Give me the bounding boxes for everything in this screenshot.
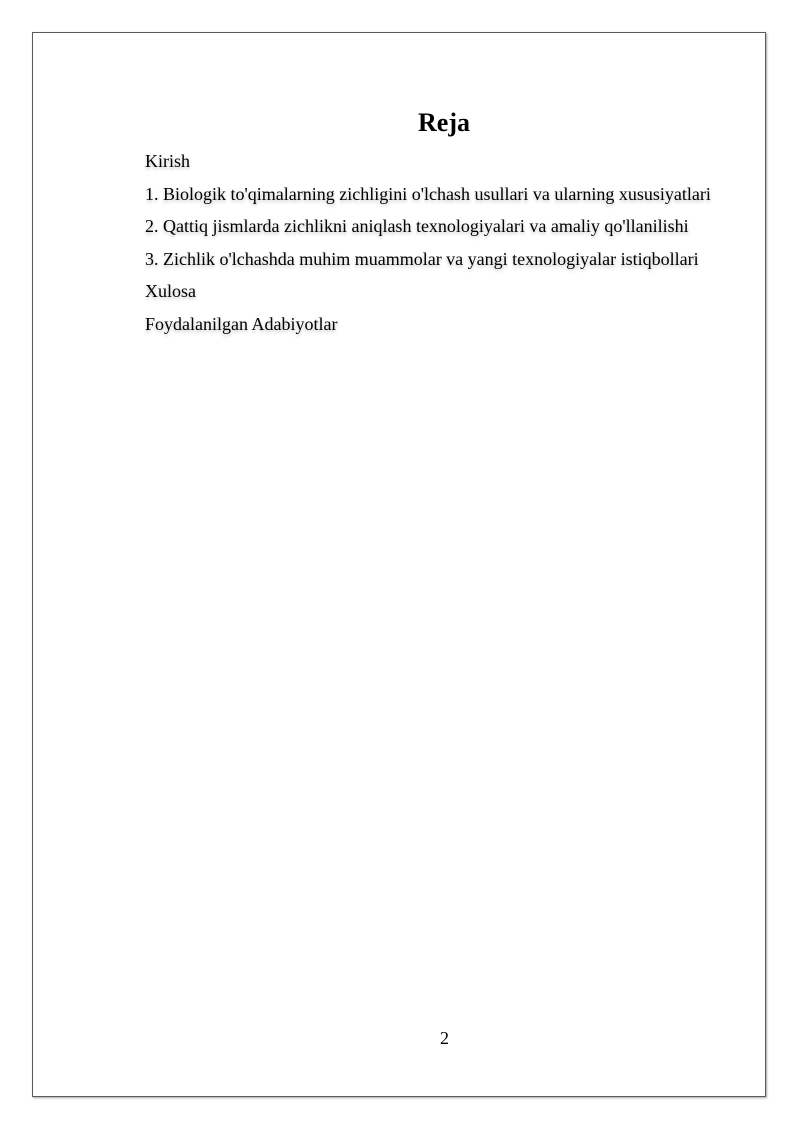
toc-item-conclusion: Xulosa — [145, 281, 196, 301]
toc-item-chapter-2: 2. Qattiq jismlarda zichlikni aniqlash texnologiyalari va amaliy qo'llanilishi — [145, 216, 689, 236]
page-number: 2 — [440, 1028, 449, 1048]
toc-item-chapter-1: 1. Biologik to'qimalarning zichligini o'lchash usullari va ularning xususiyatlari — [145, 183, 711, 204]
toc-item-references: Foydalanilgan Adabiyotlar — [145, 313, 338, 334]
table-of-contents — [145, 145, 711, 340]
page-title: Reja — [418, 108, 470, 137]
toc-item-chapter-3: 3. Zichlik o'lchashda muhim muammolar va yangi texnologiyalar istiqbollari — [145, 248, 699, 269]
toc-item-introduction: Kirish — [145, 151, 190, 171]
document-page — [32, 32, 766, 1097]
